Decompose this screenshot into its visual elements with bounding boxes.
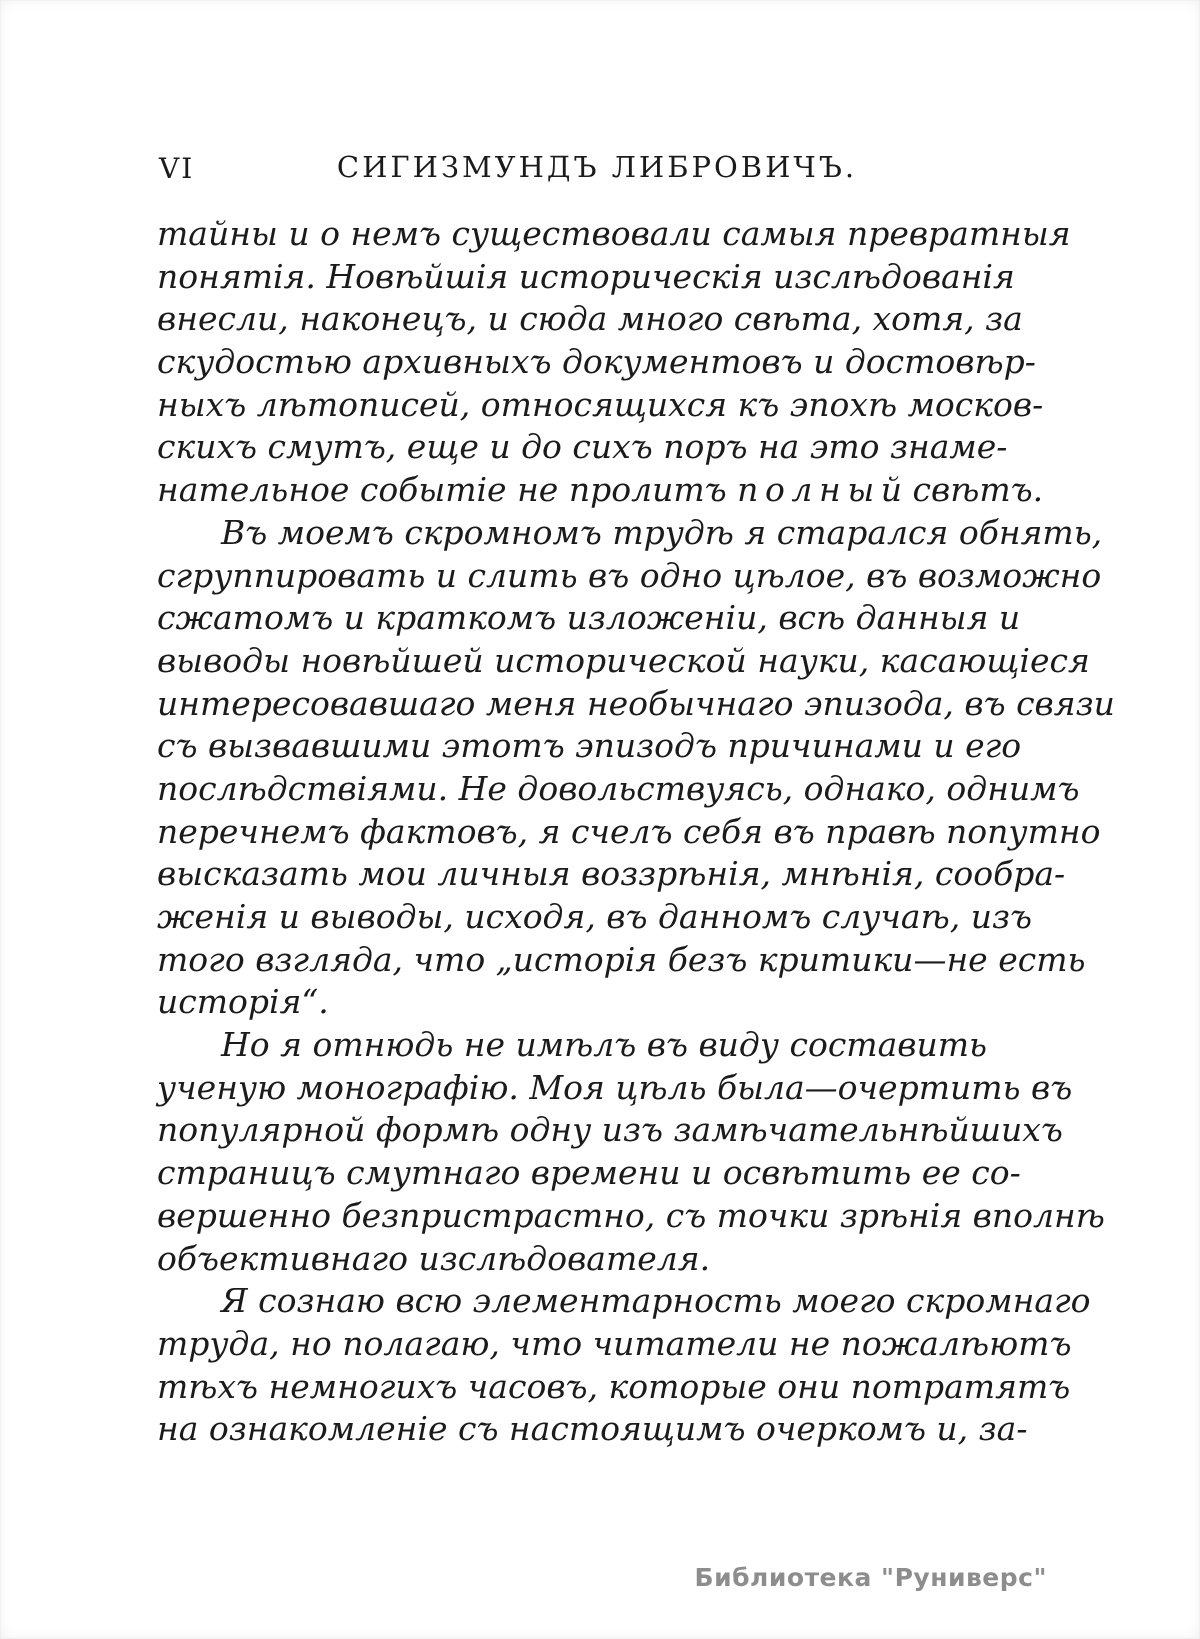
text-line: нательное событіе не пролитъ п о л н ы й свѣтъ. (157, 470, 1044, 510)
text-line: съ вызвавшими этотъ эпизодъ причинами и его (157, 726, 1022, 766)
page-header (157, 150, 1037, 190)
page-number: VI (159, 152, 195, 185)
text-line: выводы новѣйшей исторической науки, касающіеся (157, 640, 1090, 680)
text-line: на ознакомленіе съ настоящимъ очеркомъ и, за- (157, 1409, 1028, 1449)
text-line: Я сознаю всю элементарность моего скромнаго (221, 1281, 1091, 1321)
text-line: вершенно безпристрастно, съ точки зрѣнія вполнѣ (157, 1195, 1105, 1235)
text-line: объективнаго изслѣдователя. (157, 1238, 711, 1278)
text-line: перечнемъ фактовъ, я счелъ себя въ правѣ попутно (157, 811, 1101, 851)
text-line: исторія“. (157, 982, 329, 1022)
text-line: тайны и о немъ существовали самыя превратныя (157, 214, 1071, 253)
text-line: труда, но полагаю, что читатели не пожалѣютъ (157, 1323, 1072, 1363)
running-title: СИГИЗМУНДЪ ЛИБРОВИЧЪ. (336, 150, 858, 184)
text-line: сжатомъ и краткомъ изложеніи, всѣ данныя и (157, 598, 1021, 638)
text-line: скихъ смутъ, еще и до сихъ поръ на это знаме- (157, 427, 1008, 467)
text-line: послѣдствіями. Не довольствуясь, однако, однимъ (157, 768, 1080, 808)
text-line: ныхъ лѣтописей, относящихся къ эпохѣ москов- (157, 384, 1044, 424)
text-line: ученую монографію. Моя цѣль была—очертить въ (157, 1067, 1073, 1107)
library-watermark: Библиотека "Руниверс" (694, 1563, 1047, 1592)
text-line: популярной формѣ одну изъ замѣчательнѣйшихъ (157, 1110, 1063, 1150)
text-line: тѣхъ немногихъ часовъ, которые они потратятъ (157, 1366, 1071, 1406)
text-line: интересовавшаго меня необычнаго эпизода, въ связи (157, 683, 1115, 723)
text-line: того взгляда, что „исторія безъ критики—не есть (157, 939, 1086, 979)
text-line: понятія. Новѣйшія историческія изслѣдованія (157, 256, 1015, 296)
text-line: сгруппировать и слить въ одно цѣлое, въ возможно (157, 555, 1102, 595)
text-line: скудостью архивныхъ документовъ и достовѣр- (157, 342, 1036, 382)
text-line: внесли, наконецъ, и сюда много свѣта, хотя, за (157, 299, 1023, 339)
text-line: высказать мои личныя воззрѣнія, мнѣнія, сообра- (157, 854, 1066, 894)
text-line: женія и выводы, исходя, въ данномъ случаѣ, изъ (157, 897, 1032, 936)
text-line: страницъ смутнаго времени и освѣтить ее со- (157, 1153, 1021, 1193)
text-line: Въ моемъ скромномъ трудѣ я старался обнять, (221, 512, 1103, 552)
body-text (157, 213, 1115, 1451)
text-line: Но я отнюдь не имѣлъ въ виду составить (221, 1025, 987, 1065)
